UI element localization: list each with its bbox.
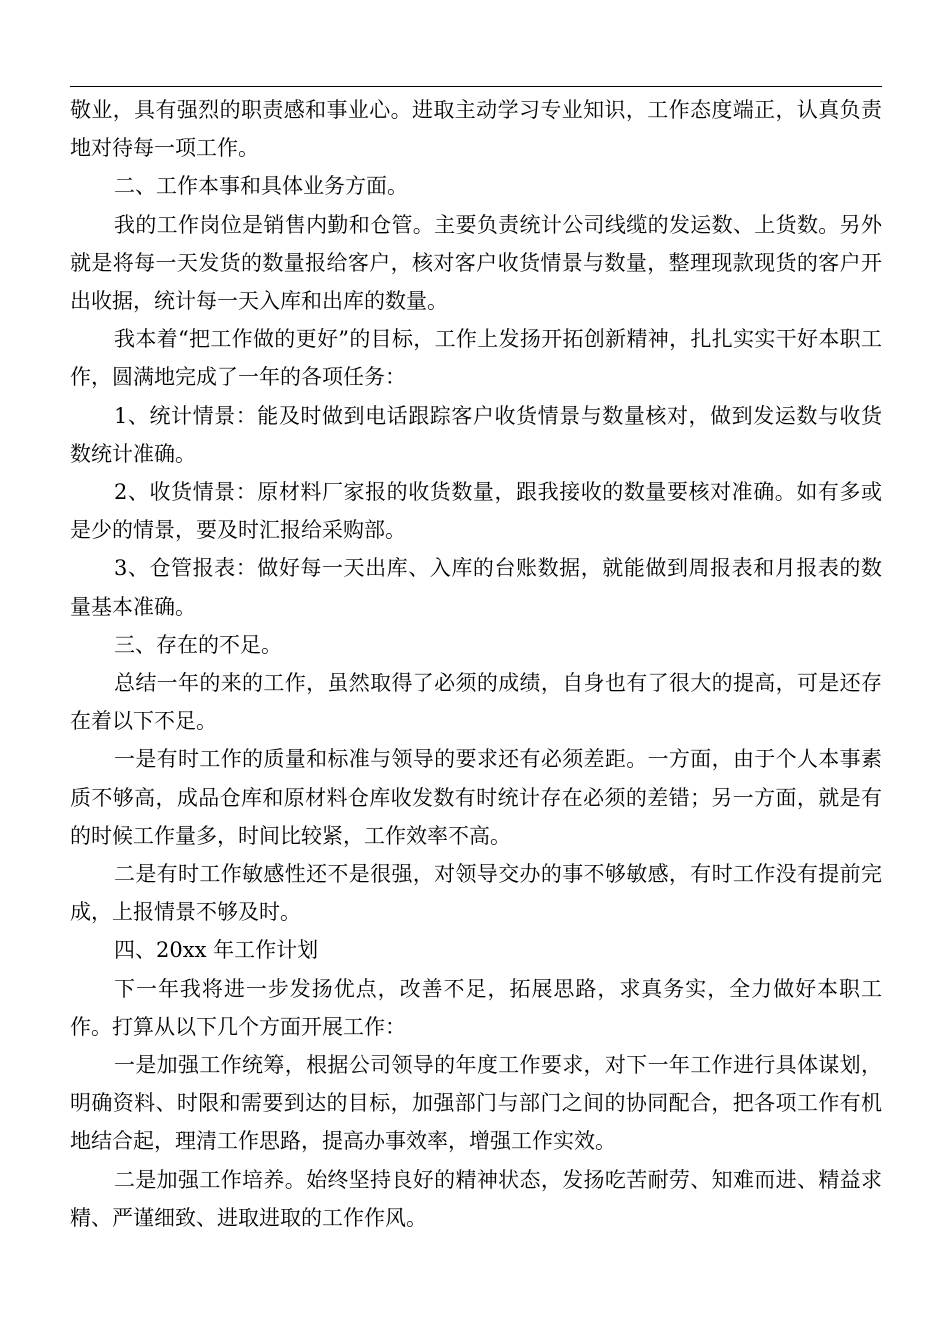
section-heading: 四、20xx 年工作计划: [114, 938, 319, 963]
paragraph: 我的工作岗位是销售内勤和仓管。主要负责统计公司线缆的发运数、上货数。另外就是将每一天发货的数量报给客户，核对客户收货情景与数量，整理现款现货的客户开出收据，统计每一天入库和出库的数量。: [70, 212, 882, 314]
list-item: 3、仓管报表：做好每一天出库、入库的台账数据，就能做到周报表和月报表的数量基本准确。: [70, 556, 882, 619]
paragraph: 一是有时工作的质量和标准与领导的要求还有必须差距。一方面，由于个人本事素质不够高，成品仓库和原材料仓库收发数有时统计存在必须的差错；另一方面，就是有的时候工作量多，时间比较紧，工作效率不高。: [70, 747, 882, 848]
paragraph: 下一年我将进一步发扬优点，改善不足，拓展思路，求真务实，全力做好本职工作。打算从以下几个方面开展工作：: [70, 976, 882, 1039]
paragraph: 二是加强工作培养。始终坚持良好的精神状态，发扬吃苦耐劳、知难而进、精益求精、严谨细致、进取进取的工作作风。: [70, 1167, 882, 1230]
paragraph: 二是有时工作敏感性还不是很强，对领导交办的事不够敏感，有时工作没有提前完成，上报情景不够及时。: [70, 862, 882, 925]
header-rule: [70, 86, 882, 87]
list-item: 2、收货情景：原材料厂家报的收货数量，跟我接收的数量要核对准确。如有多或是少的情景，要及时汇报给采购部。: [70, 480, 882, 543]
paragraph: 敬业，具有强烈的职责感和事业心。进取主动学习专业知识，工作态度端正，认真负责地对待每一项工作。: [70, 98, 882, 161]
paragraph: 总结一年的来的工作，虽然取得了必须的成绩，自身也有了很大的提高，可是还存在着以下不足。: [70, 671, 882, 734]
paragraph: 一是加强工作统筹，根据公司领导的年度工作要求，对下一年工作进行具体谋划，明确资料、时限和需要到达的目标，加强部门与部门之间的协同配合，把各项工作有机地结合起，理清工作思路，提高办事效率，增强工作实效。: [70, 1053, 882, 1154]
list-item: 1、统计情景：能及时做到电话跟踪客户收货情景与数量核对，做到发运数与收货数统计准确。: [70, 403, 882, 466]
document-body: [70, 91, 882, 1237]
section-heading: 三、存在的不足。: [114, 632, 282, 657]
paragraph: 我本着“把工作做的更好”的目标，工作上发扬开拓创新精神，扎扎实实干好本职工作，圆满地完成了一年的各项任务：: [70, 327, 882, 390]
section-heading: 二、工作本事和具体业务方面。: [114, 174, 408, 199]
